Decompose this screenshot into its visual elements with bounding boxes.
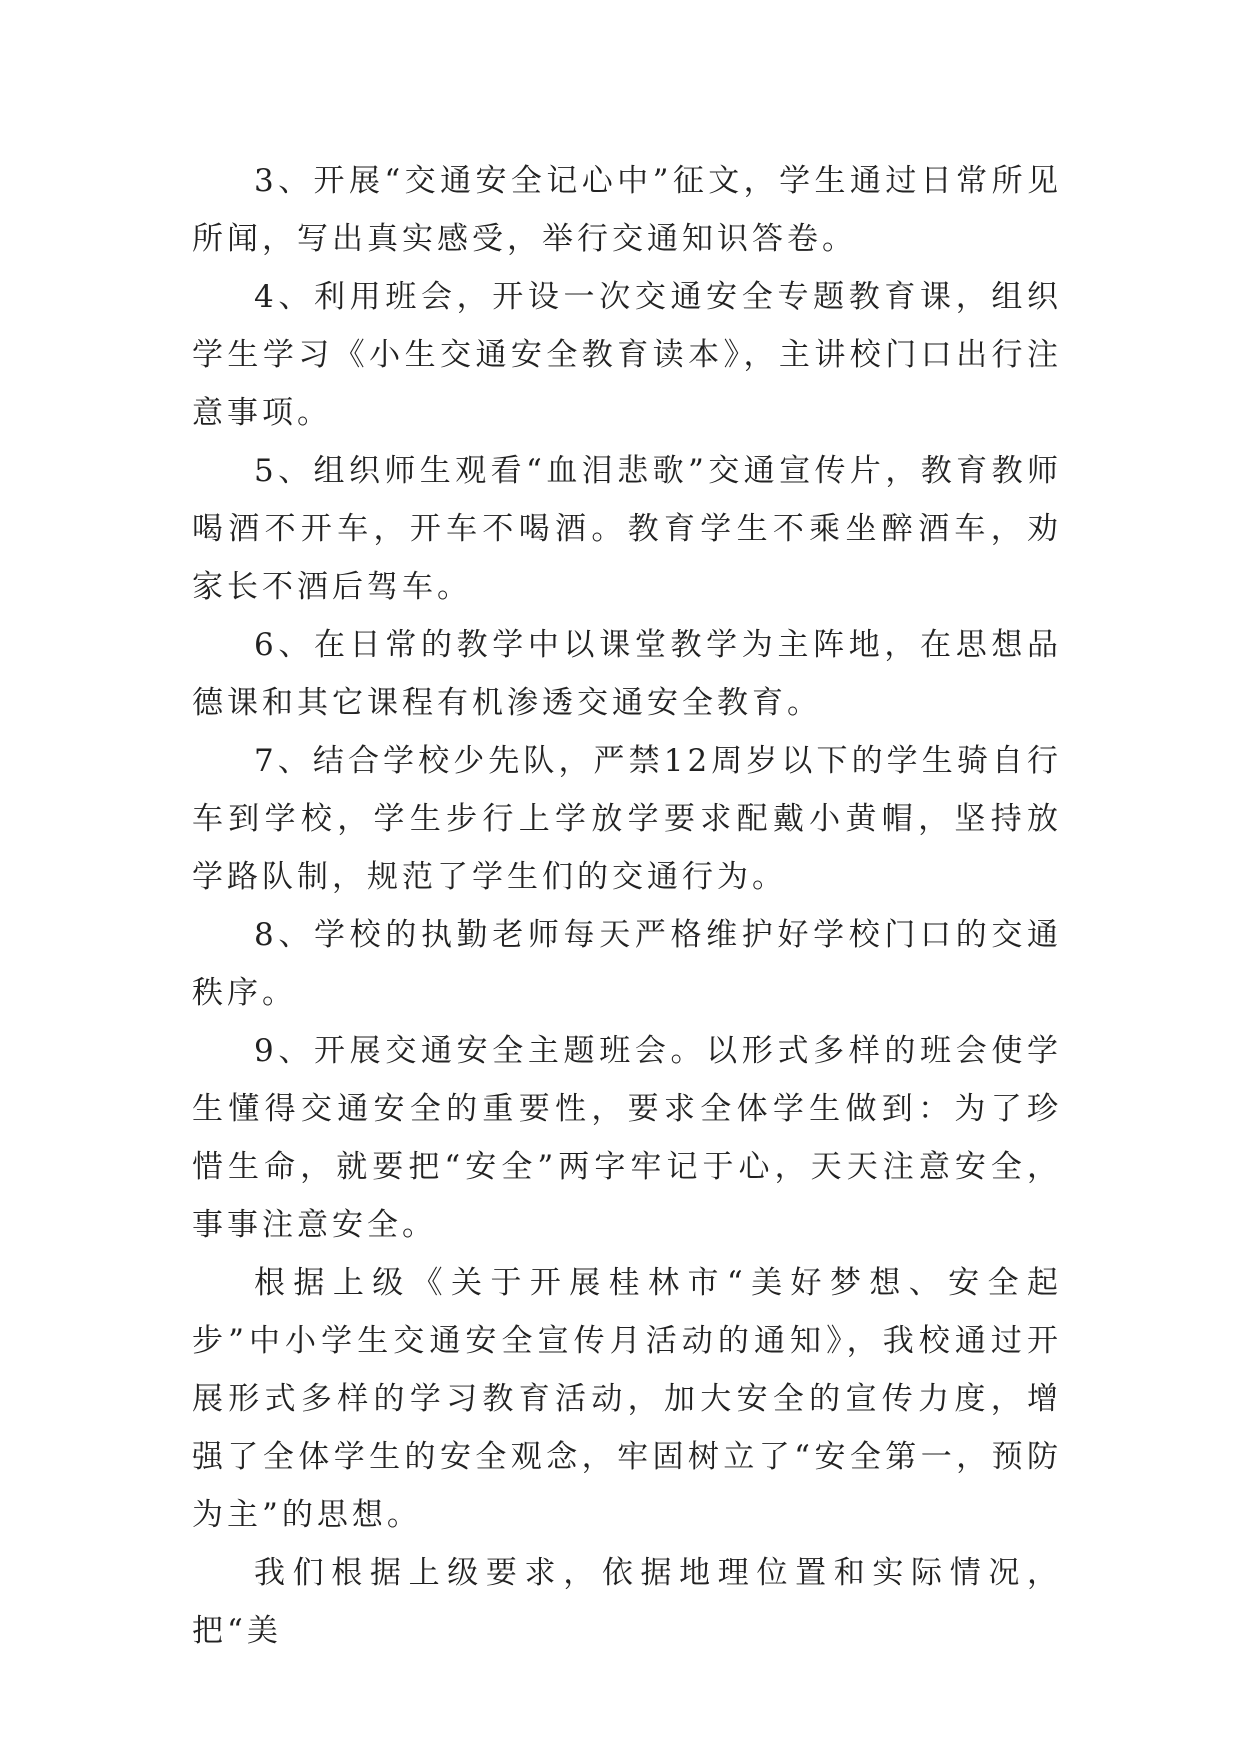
paragraph-continuation: 我们根据上级要求，依据地理位置和实际情况，把“美 [192, 1555, 1062, 1649]
paragraph-6: 6、在日常的教学中以课堂教学为主阵地，在思想品德课和其它课程有机渗透交通安全教育。 [192, 627, 1062, 721]
paragraph-3: 3、开展“交通安全记心中”征文，学生通过日常所见所闻，写出真实感受，举行交通知识答卷。 [192, 163, 1062, 257]
paragraph-summary: 根据上级《关于开展桂林市“美好梦想、安全起步”中小学生交通安全宣传月活动的通知》，我校通过开展形式多样的学习教育活动，加大安全的宣传力度，增强了全体学生的安全观念，牢固树立了“安全第一，预防为主”的思想。 [192, 1265, 1062, 1533]
paragraph-9: 9、开展交通安全主题班会。以形式多样的班会使学生懂得交通安全的重要性，要求全体学生做到：为了珍惜生命，就要把“安全”两字牢记于心，天天注意安全，事事注意安全。 [192, 1033, 1062, 1243]
paragraph-4: 4、利用班会，开设一次交通安全专题教育课，组织学生学习《小生交通安全教育读本》，主讲校门口出行注意事项。 [192, 279, 1062, 431]
paragraph-5: 5、组织师生观看“血泪悲歌”交通宣传片，教育教师喝酒不开车，开车不喝酒。教育学生不乘坐醉酒车，劝家长不酒后驾车。 [192, 453, 1062, 605]
paragraph-7: 7、结合学校少先队，严禁12周岁以下的学生骑自行车到学校，学生步行上学放学要求配戴小黄帽，坚持放学路队制，规范了学生们的交通行为。 [192, 743, 1062, 895]
document-body [192, 152, 1062, 1660]
paragraph-8: 8、学校的执勤老师每天严格维护好学校门口的交通秩序。 [192, 917, 1062, 1011]
